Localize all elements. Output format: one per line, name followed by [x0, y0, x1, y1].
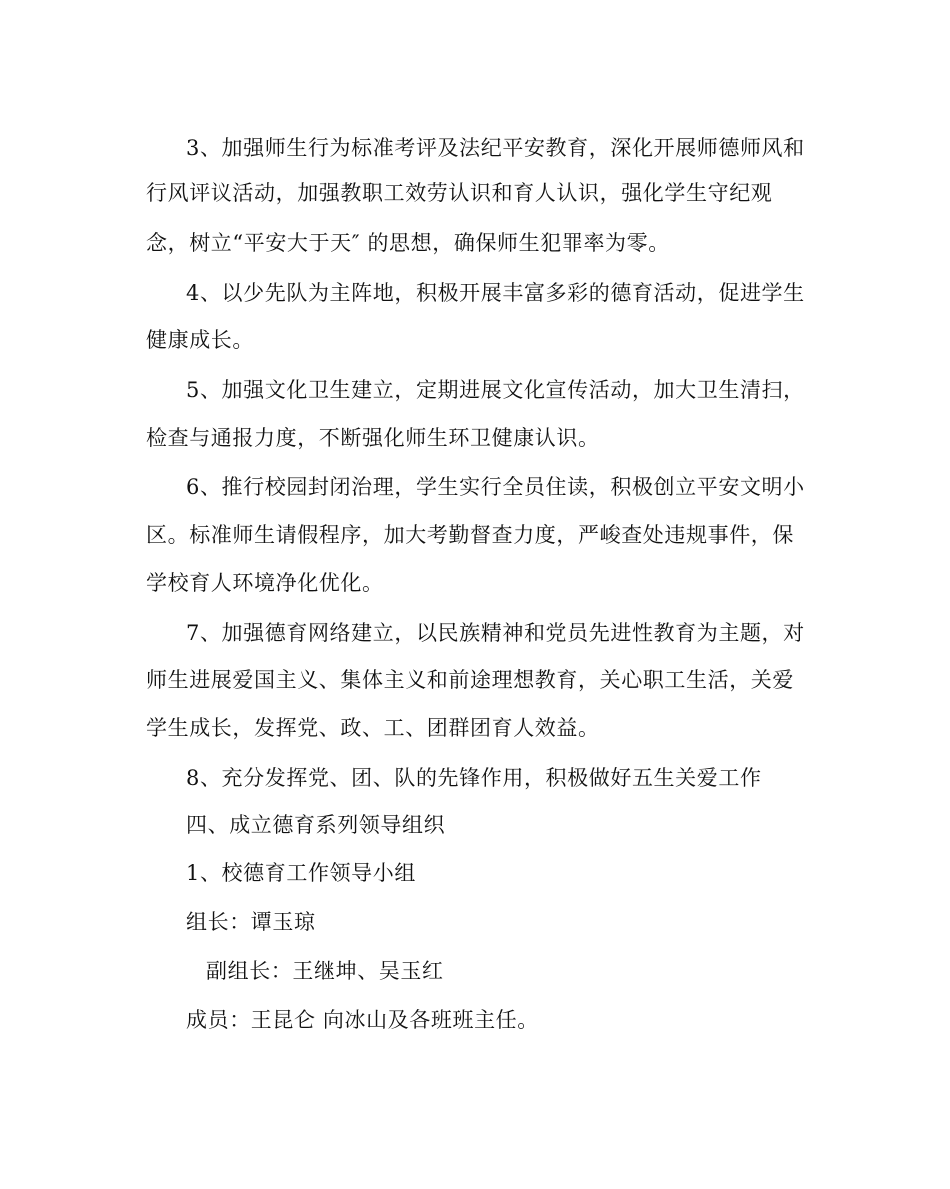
members-line: 成员：王昆仑 向冰山及各班班主任。	[186, 1008, 539, 1032]
deputy-leader-line: 副组长：王继坤、吴玉红	[206, 959, 444, 983]
paragraph-8-line-1: 8、充分发挥党、团、队的先锋作用，积极做好五生关爱工作	[186, 766, 762, 790]
paragraph-6-line-2: 区。标准师生请假程序，加大考勤督查力度，严峻查处违规事件，保	[146, 523, 794, 547]
paragraph-6-line-1: 6、推行校园封闭治理，学生实行全员住读，积极创立平安文明小	[186, 475, 805, 499]
paragraph-6-line-3: 学校育人环境净化优化。	[146, 571, 384, 595]
leader-line: 组长：谭玉琼	[186, 910, 316, 934]
paragraph-3-line-2: 行风评议活动，加强教职工效劳认识和育人认识，强化学生守纪观	[146, 181, 773, 205]
section-heading-4: 四、成立德育系列领导组织	[186, 813, 446, 837]
paragraph-5-line-1: 5、加强文化卫生建立，定期进展文化宣传活动，加大卫生清扫，	[186, 378, 805, 402]
paragraph-7-line-3: 学生成长，发挥党、政、工、团群团育人效益。	[146, 716, 600, 740]
paragraph-3-line-3: 念，树立“平安大于天″ 的思想，确保师生犯罪率为零。	[146, 231, 670, 255]
paragraph-5-line-2: 检查与通报力度，不断强化师生环卫健康认识。	[146, 426, 600, 450]
paragraph-3-line-1: 3、加强师生行为标准考评及法纪平安教育，深化开展师德师风和	[186, 136, 805, 160]
paragraph-4-line-1: 4、以少先队为主阵地，积极开展丰富多彩的德育活动，促进学生	[186, 281, 805, 305]
paragraph-7-line-2: 师生进展爱国主义、集体主义和前途理想教育，关心职工生活，关爱	[146, 668, 794, 692]
paragraph-7-line-1: 7、加强德育网络建立，以民族精神和党员先进性教育为主题，对	[186, 621, 805, 645]
subsection-heading-1: 1、校德育工作领导小组	[186, 861, 416, 885]
paragraph-4-line-2: 健康成长。	[146, 328, 254, 352]
